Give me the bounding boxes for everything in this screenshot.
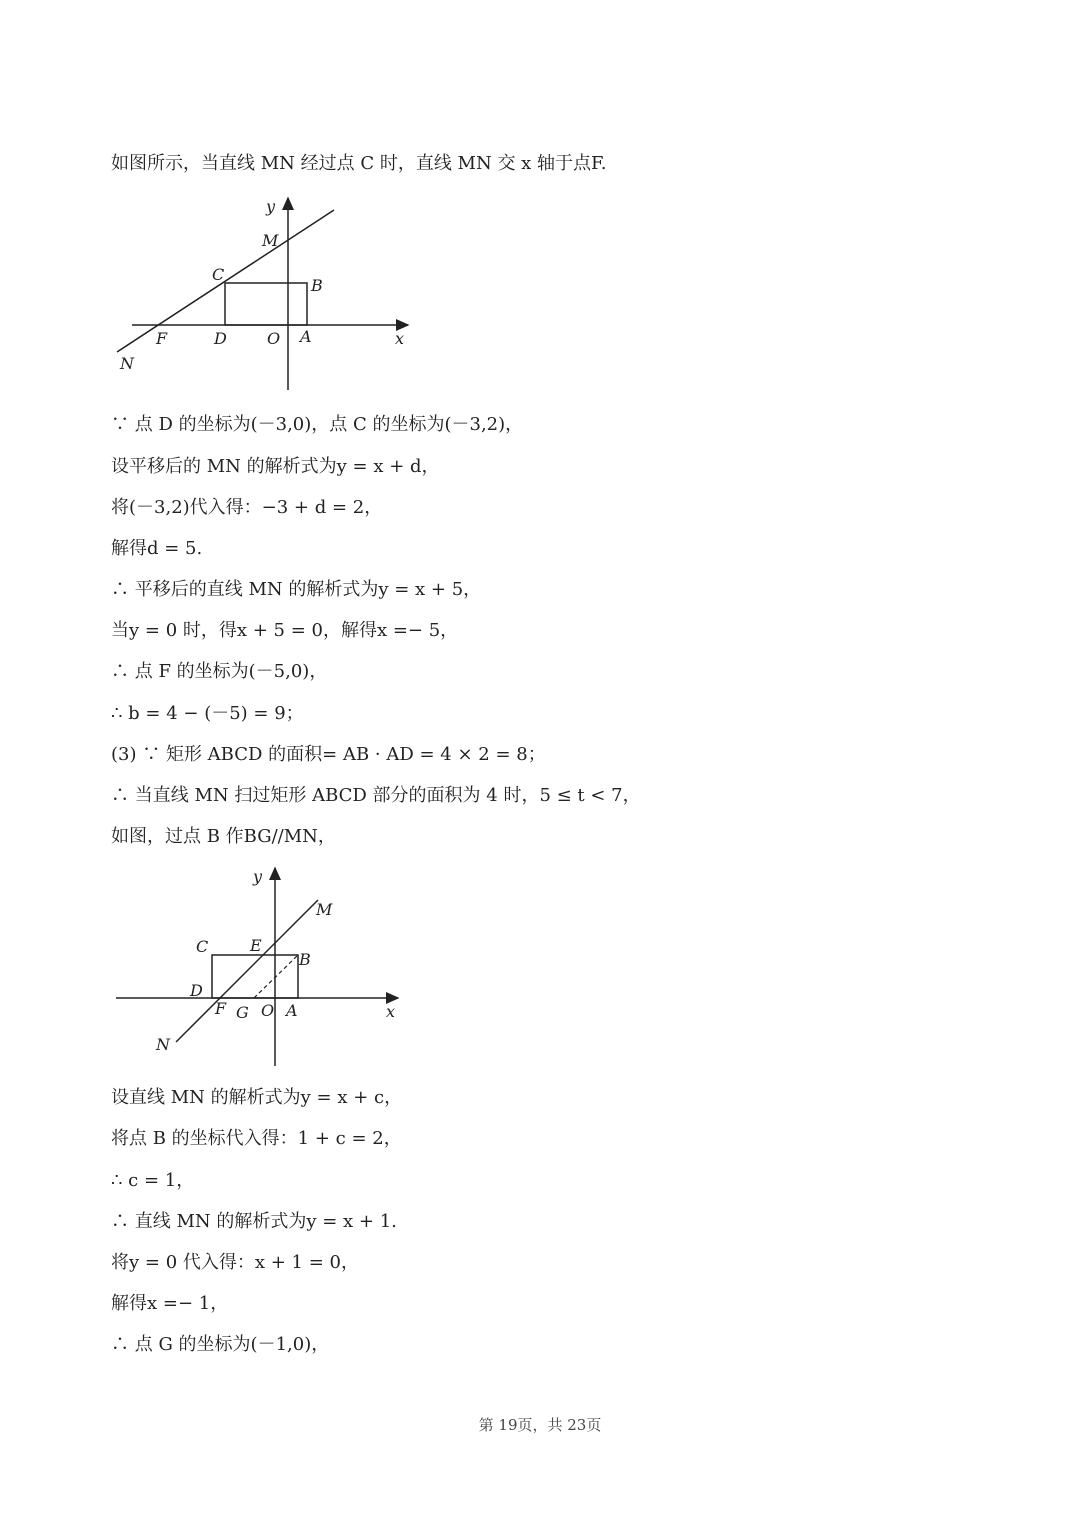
label-y: y xyxy=(253,867,263,886)
label-a: A xyxy=(300,327,312,346)
text-line: ∴ 点 G 的坐标为(－1,0)， xyxy=(111,1334,330,1355)
text-line: 将(－3,2)代入得：−3 + d = 2， xyxy=(111,497,383,518)
text-line: 将点 B 的坐标代入得：1 + c = 2， xyxy=(111,1128,402,1149)
figure-1 xyxy=(110,192,420,397)
label-b: B xyxy=(299,950,311,969)
text-line: ∴ 点 F 的坐标为(－5,0)， xyxy=(111,661,328,682)
text-line: 如图所示，当直线 MN 经过点 C 时，直线 MN 交 x 轴于点F. xyxy=(111,153,607,174)
figure-2 xyxy=(110,862,410,1072)
text-line: ∴ 当直线 MN 扫过矩形 ABCD 部分的面积为 4 时，5 ≤ t < 7， xyxy=(111,785,641,806)
text-line: 设直线 MN 的解析式为y = x + c， xyxy=(111,1087,403,1108)
label-e: E xyxy=(250,936,262,955)
label-c: C xyxy=(196,937,209,956)
label-o: O xyxy=(267,329,281,348)
label-a: A xyxy=(286,1001,298,1020)
text-line: ∴ 平移后的直线 MN 的解析式为y = x + 5， xyxy=(111,579,482,600)
text-line: ∴ c = 1， xyxy=(111,1170,195,1191)
rectangle-abcd xyxy=(212,955,298,998)
label-f: F xyxy=(215,999,227,1018)
page-footer: 第 19页，共 23页 xyxy=(478,1416,602,1434)
rectangle-abcd xyxy=(225,283,307,325)
text-line: (3) ∵ 矩形 ABCD 的面积= AB · AD = 4 × 2 = 8； xyxy=(111,744,546,765)
text-line: 当y = 0 时，得x + 5 = 0，解得x =− 5， xyxy=(111,620,459,641)
text-line: 解得d = 5. xyxy=(111,538,203,559)
label-x: x xyxy=(395,329,405,348)
text-line: 解得x =− 1， xyxy=(111,1293,229,1314)
label-n: N xyxy=(120,354,134,373)
text-line: ∴ 直线 MN 的解析式为y = x + 1. xyxy=(111,1211,397,1232)
label-y: y xyxy=(266,197,276,216)
label-o: O xyxy=(261,1001,275,1020)
label-x: x xyxy=(386,1002,396,1021)
label-f: F xyxy=(156,329,168,348)
label-m: M xyxy=(262,231,279,250)
text-line: 设平移后的 MN 的解析式为y = x + d， xyxy=(111,456,440,477)
text-line: ∵ 点 D 的坐标为(－3,0)，点 C 的坐标为(－3,2)， xyxy=(111,414,524,435)
text-line: 如图，过点 B 作BG//MN， xyxy=(111,826,336,847)
text-line: ∴ b = 4 − (－5) = 9； xyxy=(111,703,304,724)
label-c: C xyxy=(212,265,225,284)
figure-2-svg xyxy=(110,862,410,1072)
figure-1-svg xyxy=(110,192,420,397)
text-line: 将y = 0 代入得：x + 1 = 0， xyxy=(111,1252,359,1273)
label-n: N xyxy=(156,1035,170,1054)
label-d: D xyxy=(190,981,203,1000)
label-d: D xyxy=(214,329,227,348)
line-bg xyxy=(254,955,298,998)
label-g: G xyxy=(236,1003,249,1022)
label-m: M xyxy=(316,900,333,919)
label-b: B xyxy=(311,276,323,295)
